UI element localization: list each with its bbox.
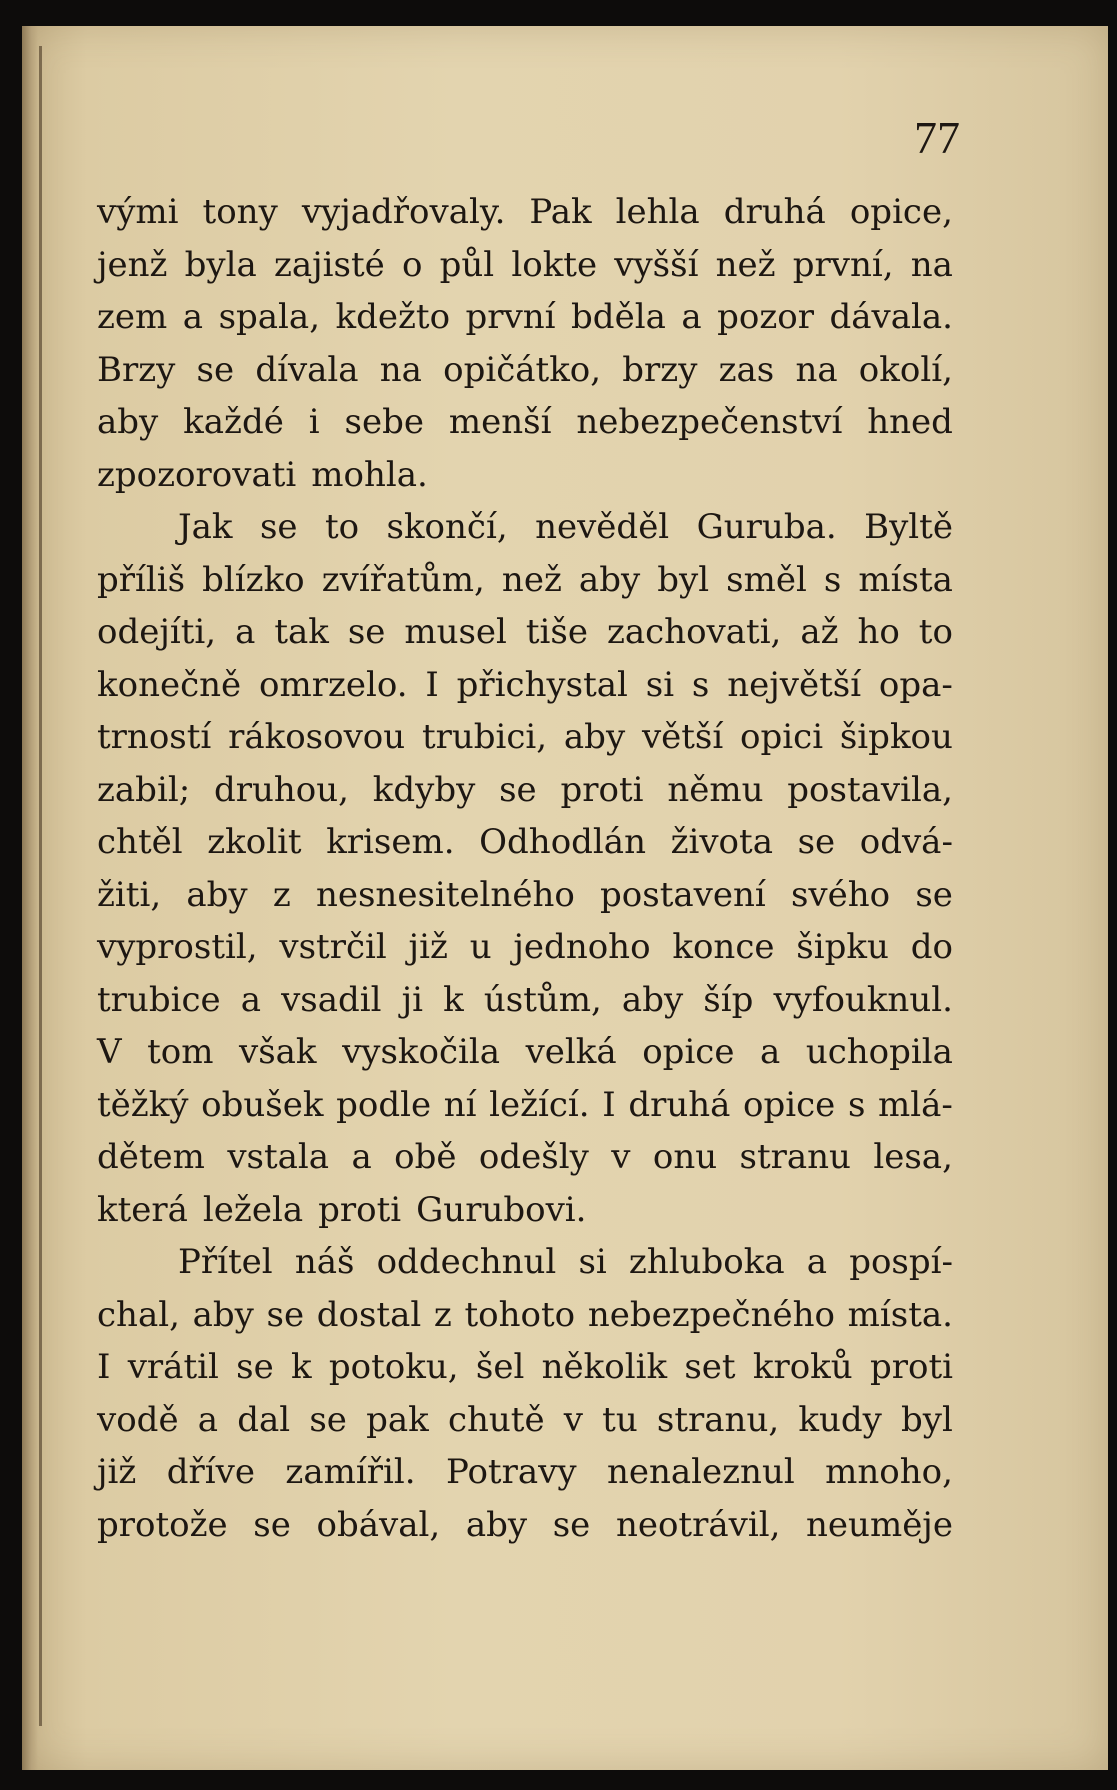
- word: opice: [642, 1032, 735, 1072]
- word: šel: [475, 1347, 525, 1387]
- word: potoku,: [328, 1347, 459, 1387]
- word: vstrčil: [279, 927, 387, 967]
- word: stranu: [739, 1137, 851, 1177]
- text-line: [97, 1446, 953, 1499]
- word: pak: [366, 1399, 429, 1440]
- word: se: [499, 769, 537, 810]
- word: nebezpečného: [587, 1294, 835, 1335]
- word: obušek: [201, 1084, 324, 1125]
- word: s: [691, 664, 710, 705]
- word: vými: [97, 192, 179, 232]
- word: to: [324, 507, 360, 547]
- word: pospí-: [849, 1242, 953, 1282]
- word: lokte: [511, 244, 598, 285]
- word: však: [239, 1032, 317, 1072]
- word: se: [259, 507, 298, 547]
- word: do: [910, 927, 953, 967]
- word: Potravy: [445, 1452, 577, 1492]
- word: zajisté: [273, 244, 385, 285]
- word: místa: [858, 559, 953, 600]
- word: tohoto: [464, 1294, 576, 1335]
- word: Byltě: [864, 507, 953, 547]
- text-line: [97, 711, 953, 764]
- word: kroků: [752, 1347, 853, 1387]
- word: mnoho,: [825, 1452, 953, 1492]
- word: brzy: [622, 349, 698, 390]
- word: trubici,: [421, 717, 548, 757]
- book-page: [22, 26, 1108, 1770]
- text-line: [97, 344, 953, 397]
- word: přichystal: [456, 664, 628, 705]
- word: byl: [657, 559, 710, 600]
- word: o: [401, 244, 423, 285]
- word: mlá-: [878, 1084, 953, 1125]
- word: k: [443, 979, 464, 1020]
- word: a: [760, 1032, 781, 1072]
- word: ležící.: [489, 1084, 590, 1125]
- word: opa-: [878, 664, 953, 705]
- text-line: [97, 501, 953, 554]
- word: vyšší: [614, 244, 699, 285]
- word: tu: [602, 1399, 638, 1440]
- text-line: [97, 659, 953, 712]
- word: mohla.: [311, 454, 428, 495]
- word: si: [578, 1242, 607, 1282]
- word: jednoho: [513, 927, 651, 967]
- text-line: [97, 816, 953, 869]
- word: Odhodlán: [479, 822, 646, 862]
- word: jenž: [97, 244, 168, 285]
- word: v: [563, 1399, 583, 1440]
- word: a: [235, 612, 256, 652]
- word: obě: [394, 1137, 457, 1177]
- text-line: [97, 869, 953, 922]
- word: odvá-: [859, 822, 953, 862]
- word: oddechnul: [376, 1242, 557, 1282]
- word: tom: [147, 1032, 214, 1072]
- word: druhá: [628, 1084, 731, 1125]
- word: proti: [560, 769, 644, 810]
- text-line: [97, 974, 953, 1027]
- word: větší: [641, 717, 724, 757]
- word: bděla: [571, 297, 666, 337]
- word: šipkou: [839, 717, 953, 757]
- word: a: [182, 297, 204, 337]
- word: aby: [563, 717, 626, 757]
- text-line: [97, 1184, 953, 1237]
- word: vyskočila: [342, 1032, 501, 1072]
- word: se: [196, 349, 235, 390]
- word: stranu,: [656, 1399, 780, 1440]
- word: opičátko,: [443, 349, 602, 390]
- word: Brzy: [97, 349, 176, 390]
- word: ho: [857, 612, 900, 652]
- page-number: 77: [914, 112, 960, 163]
- word: uchopila: [805, 1032, 953, 1072]
- text-line: [97, 1236, 953, 1289]
- word: ústům,: [483, 979, 602, 1020]
- word: proti: [869, 1347, 953, 1387]
- text-line: [97, 1341, 953, 1394]
- word: Guruba.: [696, 507, 837, 547]
- word: ní: [443, 1084, 477, 1125]
- word: dostal: [316, 1294, 422, 1335]
- word: ležela: [202, 1189, 304, 1230]
- word: odejíti,: [97, 612, 217, 652]
- text-line: [97, 291, 953, 344]
- word: postavení: [600, 874, 766, 915]
- word: nebezpečenství: [576, 402, 843, 442]
- word: kdyby: [372, 769, 476, 810]
- text-line: [97, 449, 953, 502]
- page-binding-edge: [22, 26, 38, 1770]
- word: Gurubovi.: [416, 1189, 587, 1230]
- text-line: [97, 1131, 953, 1184]
- text-line: [97, 1026, 953, 1079]
- word: a: [806, 1242, 828, 1282]
- word: pozor: [717, 297, 814, 337]
- gutter-line: [39, 46, 42, 1726]
- word: I: [97, 1347, 111, 1387]
- text-line: [97, 1394, 953, 1447]
- word: v: [611, 1137, 631, 1177]
- word: a: [197, 1399, 219, 1440]
- word: která: [97, 1189, 188, 1230]
- word: konce: [672, 927, 775, 967]
- word: náš: [294, 1242, 355, 1282]
- word: protože: [97, 1504, 228, 1545]
- word: aby: [186, 874, 248, 915]
- word: chutě: [447, 1399, 545, 1440]
- word: chtěl: [97, 822, 183, 862]
- word: zem: [97, 297, 168, 337]
- word: aby: [465, 1504, 528, 1545]
- word: první,: [792, 244, 894, 285]
- text-line: [97, 1289, 953, 1342]
- word: nevěděl: [535, 507, 670, 547]
- word: zas: [718, 349, 775, 390]
- word: dříve: [166, 1452, 255, 1492]
- word: I: [602, 1084, 616, 1125]
- word: druhá: [723, 192, 826, 232]
- word: šíp: [703, 979, 754, 1020]
- word: se: [309, 1399, 347, 1440]
- word: dětem: [97, 1137, 205, 1177]
- word: první: [465, 297, 556, 337]
- word: se: [266, 1294, 305, 1335]
- word: vsadil: [281, 979, 382, 1020]
- word: musel: [404, 612, 507, 652]
- word: menší: [448, 402, 552, 442]
- word: odešly: [478, 1137, 589, 1177]
- word: několik: [541, 1347, 668, 1387]
- word: i: [308, 402, 320, 442]
- word: u: [469, 927, 492, 967]
- word: tak: [274, 612, 329, 652]
- word: vrátil: [127, 1347, 219, 1387]
- word: dal: [237, 1399, 291, 1440]
- word: se: [253, 1504, 291, 1545]
- text-line: [97, 764, 953, 817]
- word: příliš: [97, 559, 186, 600]
- word: vyfouknul.: [773, 979, 953, 1020]
- word: tiše: [525, 612, 588, 652]
- word: rákosovou: [228, 717, 406, 757]
- word: půl: [439, 244, 495, 285]
- word: nesnesitelného: [315, 874, 575, 915]
- text-line: [97, 1079, 953, 1132]
- word: zabil;: [97, 769, 191, 810]
- word: zpozorovati: [97, 454, 297, 495]
- text-line: [97, 1499, 953, 1552]
- word: krisem.: [326, 822, 455, 862]
- word: již: [97, 1452, 137, 1492]
- word: set: [684, 1347, 736, 1387]
- word: byl: [901, 1399, 953, 1440]
- word: vyprostil,: [97, 927, 258, 967]
- word: Jak: [178, 507, 233, 547]
- word: vstala: [227, 1137, 330, 1177]
- text-line: [97, 239, 953, 292]
- word: obával,: [316, 1504, 441, 1545]
- word: Přítel: [178, 1242, 273, 1282]
- word: byla: [184, 244, 257, 285]
- word: blízko: [202, 559, 305, 600]
- word: se: [236, 1347, 274, 1387]
- word: němu: [667, 769, 764, 810]
- word: se: [347, 612, 386, 652]
- word: a: [351, 1137, 372, 1177]
- word: hned: [867, 402, 953, 442]
- word: velká: [525, 1032, 617, 1072]
- word: si: [645, 664, 675, 705]
- word: kudy: [798, 1399, 882, 1440]
- word: kdežto: [335, 297, 451, 337]
- word: konečně: [97, 664, 242, 705]
- word: z: [433, 1294, 452, 1335]
- word: onu: [652, 1137, 718, 1177]
- word: I: [425, 664, 439, 705]
- word: zkolit: [207, 822, 302, 862]
- word: chal,: [97, 1294, 180, 1335]
- word: na: [795, 349, 838, 390]
- word: aby: [97, 402, 159, 442]
- word: aby: [578, 559, 641, 600]
- word: dávala.: [829, 297, 953, 337]
- word: opice: [743, 1084, 836, 1125]
- word: nenaleznul: [606, 1452, 795, 1492]
- word: na: [379, 349, 422, 390]
- word: k: [291, 1347, 312, 1387]
- word: směl: [726, 559, 807, 600]
- word: svého: [790, 874, 891, 915]
- word: každé: [183, 402, 284, 442]
- word: okolí,: [858, 349, 953, 390]
- word: se: [797, 822, 836, 862]
- word: zvířatům,: [321, 559, 485, 600]
- word: ji: [401, 979, 424, 1020]
- word: života: [670, 822, 773, 862]
- text-line: [97, 921, 953, 974]
- word: s: [847, 1084, 866, 1125]
- word: lehla: [615, 192, 700, 232]
- word: opici: [740, 717, 824, 757]
- word: a: [681, 297, 702, 337]
- word: proti: [318, 1189, 402, 1230]
- word: lesa,: [873, 1137, 953, 1177]
- word: vodě: [97, 1399, 179, 1440]
- word: trubice: [97, 979, 221, 1020]
- word: z: [272, 874, 291, 915]
- word: se: [552, 1504, 591, 1545]
- word: neuměje: [806, 1504, 953, 1545]
- text-line: [97, 554, 953, 607]
- body-text: [97, 186, 953, 1551]
- word: druhou,: [213, 769, 349, 810]
- word: na: [910, 244, 953, 285]
- word: a: [240, 979, 261, 1020]
- word: vyjadřovaly.: [301, 192, 506, 232]
- word: již: [408, 927, 448, 967]
- word: než: [715, 244, 776, 285]
- word: než: [501, 559, 562, 600]
- word: skončí,: [386, 507, 508, 547]
- word: zachovati,: [606, 612, 782, 652]
- word: to: [918, 612, 953, 652]
- word: podle: [336, 1084, 432, 1125]
- word: místa.: [847, 1294, 953, 1335]
- text-line: [97, 396, 953, 449]
- word: omrzelo.: [258, 664, 408, 705]
- word: zhluboka: [628, 1242, 785, 1282]
- word: aby: [621, 979, 684, 1020]
- word: zamířil.: [285, 1452, 416, 1492]
- word: neotrávil,: [615, 1504, 781, 1545]
- word: žiti,: [97, 874, 162, 915]
- word: trností: [97, 717, 212, 757]
- word: aby: [192, 1294, 254, 1335]
- word: postavila,: [787, 769, 953, 810]
- word: šipku: [796, 927, 889, 967]
- word: opice,: [849, 192, 953, 232]
- text-line: [97, 186, 953, 239]
- word: V: [97, 1032, 122, 1072]
- word: spala,: [218, 297, 320, 337]
- word: se: [915, 874, 953, 915]
- word: s: [823, 559, 842, 600]
- word: až: [800, 612, 839, 652]
- text-line: [97, 606, 953, 659]
- word: těžký: [97, 1084, 189, 1125]
- word: tony: [202, 192, 278, 232]
- word: sebe: [344, 402, 424, 442]
- word: Pak: [529, 192, 592, 232]
- word: největší: [727, 664, 862, 705]
- word: dívala: [255, 349, 359, 390]
